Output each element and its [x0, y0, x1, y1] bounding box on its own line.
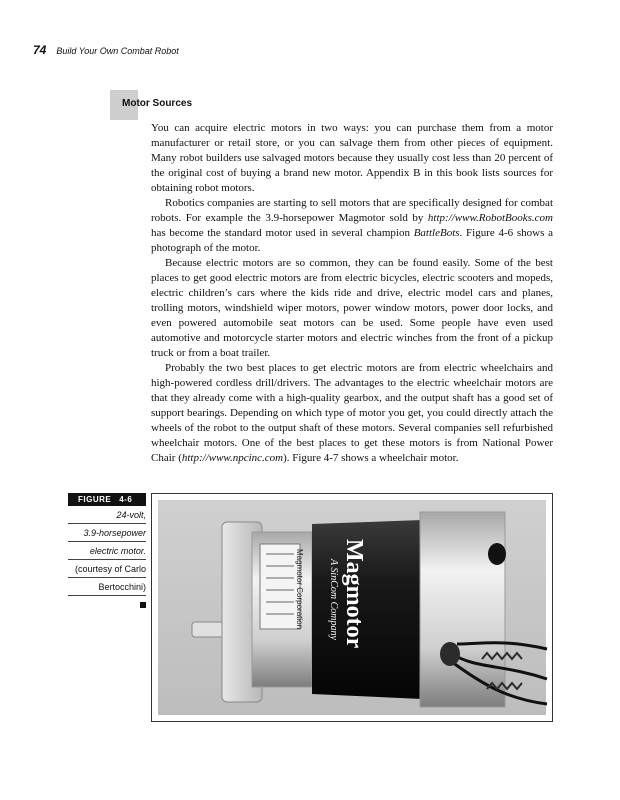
battlebots-italic: BattleBots: [413, 227, 460, 239]
plate-text: Magmotor Corporation: [295, 549, 304, 630]
paragraph-3: Because electric motors are so common, they can be found easily. Some of the best places to get good electric motors are from electric bicycles, electric scooters and mopeds, electric children’s cars where the kids ride and drive, electric model cars and planes, trolling motors, windshield wiper motors, power window motors, power door locks, and even powered automobile seat motors can be used. Some people have even used automotive and motorcycle starter motors and electric winches from the front of a pickup truck or from a boat trailer.: [151, 257, 553, 359]
spec-plate: [260, 544, 300, 629]
section-heading: Motor Sources: [122, 98, 193, 109]
end-mark: [140, 602, 146, 608]
caption-line: 24-volt,: [68, 506, 146, 524]
motor-brand-logo: Magmotor: [341, 539, 367, 649]
caption-line: 3.9-horsepower: [68, 524, 146, 542]
caption-line: (courtesy of Carlo: [68, 560, 146, 578]
motor-end-cap: [420, 512, 505, 707]
motor-photo: [152, 494, 552, 721]
caption-line: Bertocchini): [68, 578, 146, 596]
figure-label: FIGURE 4-6: [68, 493, 146, 506]
robotbooks-link[interactable]: http://www.RobotBooks.com: [427, 212, 553, 224]
brush-cap: [488, 543, 506, 565]
paragraph-2: Robotics companies are starting to sell motors that are specifically designed for combat robots. For example the 3.9-horsepower Magmotor sold by http://www.RobotBooks.com has become the standard motor used in several champion BattleBots. Figure 4-6 shows a photograph of the motor.: [151, 197, 553, 254]
npcinc-link[interactable]: http://www.npcinc.com: [181, 452, 284, 464]
figure-photo-frame: [151, 493, 553, 722]
figure-caption: [68, 493, 146, 608]
paragraph-1: You can acquire electric motors in two ways: you can purchase them from a motor manufacturer or retail store, or you can salvage them from other pieces of equipment. Many robot builders use salvaged motors because they usually cost less than 20 percent of the original cost of buying a brand new motor. Appendix B in this book lists sources for obtaining robot motors.: [151, 122, 553, 194]
paragraph-4: Probably the two best places to get electric motors are from electric wheelchairs and high-powered cordless drill/drivers. The advantages to the electric wheelchair motors are that they already come with a high-quality gearbox, and the output shaft has a good set of support bearings. Depending on which type of motor you get, you could directly attach the wheels of the robot to the output shaft of these motors. Several companies sell refurbished wheelchair motors. One of the best places to get these motors is from National Power Chair (http://www.npcinc.com). Figure 4-7 shows a wheelchair motor.: [151, 362, 553, 464]
wire-grommet: [440, 642, 460, 666]
running-title: Build Your Own Combat Robot: [56, 46, 179, 56]
page-number: 74: [33, 43, 47, 57]
motor-tagline: A SinCom Company: [328, 559, 339, 640]
caption-line: electric motor.: [68, 542, 146, 560]
running-header: [33, 43, 179, 57]
body-text: [151, 121, 553, 466]
